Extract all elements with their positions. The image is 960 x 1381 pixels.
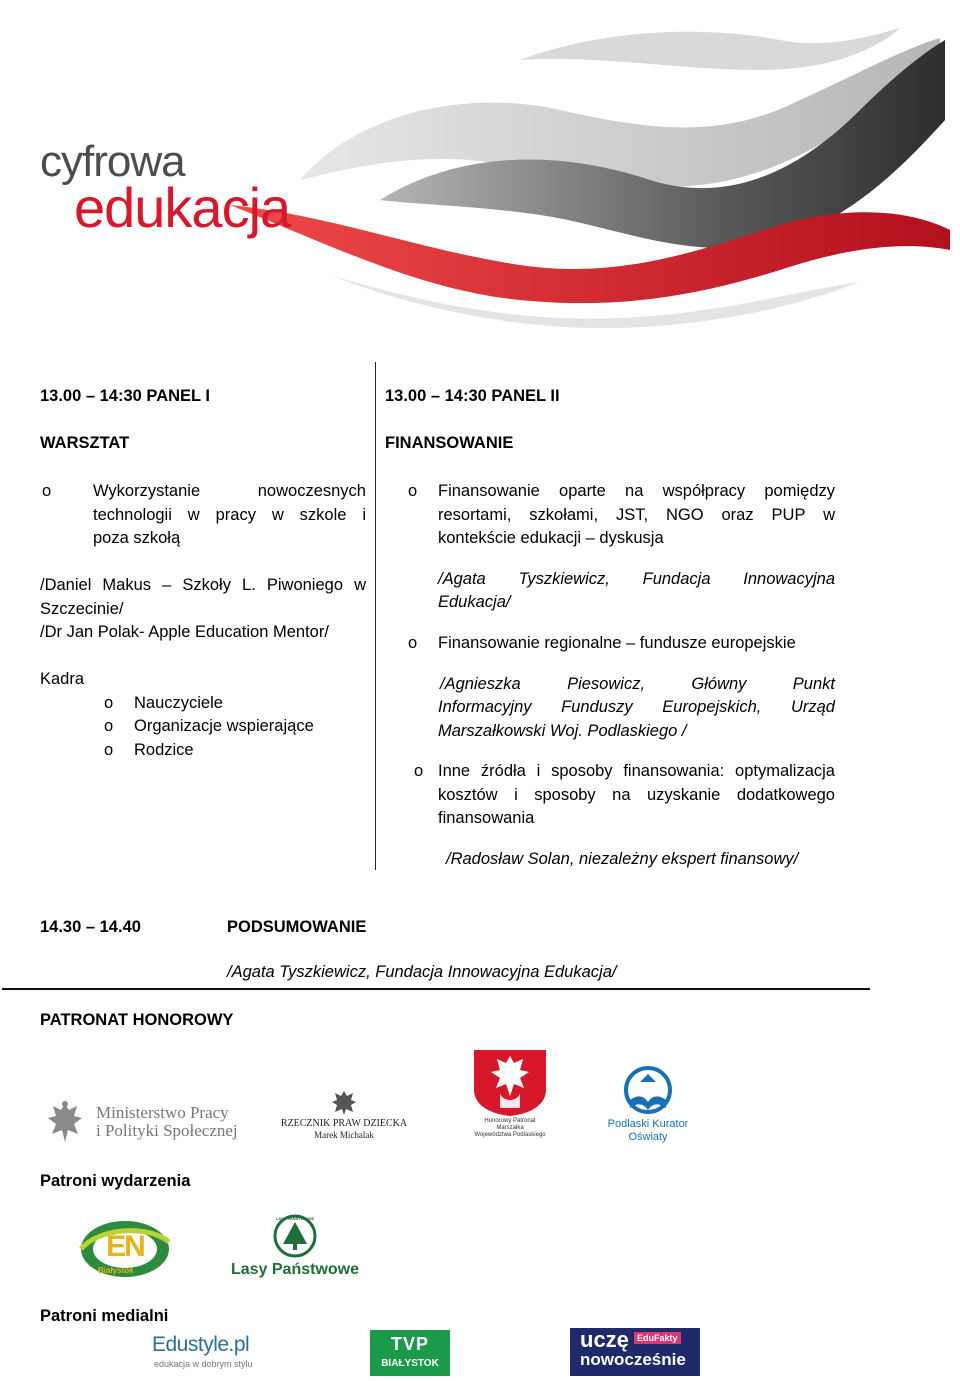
panel1-speaker1-line1: /Daniel Makus – Szkoły L. Piwoniego w: [40, 576, 366, 594]
panel1-type: WARSZTAT: [40, 434, 130, 452]
panel2-item1-line2: resortami, szkołami, JST, NGO oraz PUP w: [438, 506, 835, 524]
panel2-item3-line1: Inne źródła i sposoby finansowania: optymalizacja: [438, 762, 835, 780]
section-divider: [2, 988, 870, 990]
panel2-item1-line3: kontekście edukacji – dyskusja: [438, 529, 664, 547]
kurator-logo: [600, 1066, 696, 1148]
coat-of-arms-icon: [474, 1050, 546, 1116]
panel2-speaker2-line2: Informacyjny Funduszy Europejskich, Urząd: [438, 698, 835, 716]
en-logo: [78, 1218, 172, 1280]
panel2-speaker1-line2: Edukacja/: [438, 593, 511, 611]
patroni-wydarzenia-label: Patroni wydarzenia: [40, 1172, 191, 1190]
ucze-text: uczę: [580, 1327, 629, 1352]
panel1-speaker1-line2: Szczecinie/: [40, 600, 124, 618]
column-divider: [375, 362, 376, 870]
summary-title: PODSUMOWANIE: [227, 918, 367, 936]
summary-speaker: /Agata Tyszkiewicz, Fundacja Innowacyjna Edukacja/: [227, 963, 617, 981]
en-text: EN: [106, 1230, 144, 1263]
lasy-arc-text: LASY PAŃSTWOWE: [275, 1216, 315, 1221]
marszalek-line2: Marszałka: [496, 1125, 524, 1131]
patroni-medialni-label: Patroni medialni: [40, 1307, 169, 1325]
panel2-speaker1-line1: /Agata Tyszkiewicz, Fundacja Innowacyjna: [438, 570, 835, 588]
eagle-emblem-icon: [44, 1098, 86, 1146]
marszalek-line1: Honorowy Patronat: [484, 1118, 536, 1124]
panel1-topic-line1: Wykorzystanie nowoczesnych: [93, 482, 366, 500]
panel1-topic-line2: technologii w pracy w szkole i: [93, 506, 366, 524]
edustyle-sub: edukacja w dobrym stylu: [154, 1359, 253, 1369]
ucze-nowoczesnie-logo: [570, 1328, 700, 1376]
kadra-label: Kadra: [40, 670, 85, 688]
lasy-logo: [228, 1214, 362, 1280]
en-sub: Białystok: [98, 1266, 134, 1275]
panel2-speaker3: /Radosław Solan, niezależny ekspert finansowy/: [446, 850, 799, 868]
mpips-logo: [44, 1098, 244, 1148]
panel2-item3-line2: kosztów i sposoby na uzyskanie dodatkowego: [438, 786, 835, 804]
rpd-logo: [280, 1088, 408, 1144]
nowoczesnie-text: nowocześnie: [580, 1350, 686, 1369]
marszalek-logo: [470, 1050, 550, 1142]
mpips-line1: Ministerstwo Pracy: [96, 1103, 229, 1122]
lasy-label: Lasy Państwowe: [230, 1261, 360, 1278]
patronat-label: PATRONAT HONOROWY: [40, 1011, 234, 1029]
rpd-line2: Marek Michalak: [314, 1130, 374, 1140]
bullet-icon: o: [42, 482, 52, 500]
book-globe-icon: [618, 1066, 678, 1118]
bullet-icon: o: [104, 717, 114, 735]
edustyle-logo: [152, 1332, 262, 1372]
bullet-icon: o: [104, 741, 114, 759]
kurator-line2: Oświaty: [628, 1131, 668, 1143]
panel2-item3-line3: finansowania: [438, 809, 535, 827]
summary-time: 14.30 – 14.40: [40, 918, 141, 936]
panel2-speaker2-line3: Marszałkowski Woj. Podlaskiego /: [438, 722, 687, 740]
tvp-sub: BIAŁYSTOK: [381, 1358, 439, 1369]
panel2-item2: Finansowanie regionalne – fundusze europejskie: [438, 634, 796, 652]
logo-cyfrowa: cyfrowa: [40, 137, 185, 186]
panel1-speaker2: /Dr Jan Polak- Apple Education Mentor/: [40, 623, 329, 641]
marszalek-line3: Województwa Podlaskiego: [474, 1132, 546, 1138]
kadra-item: Rodzice: [134, 741, 194, 759]
panel2-type: FINANSOWANIE: [385, 434, 514, 452]
panel2-item1-line1: Finansowanie oparte na współpracy pomiędzy: [438, 482, 835, 500]
tvp-text: TVP: [390, 1334, 429, 1354]
header-banner: [0, 0, 960, 330]
kurator-line1: Podlaski Kurator: [607, 1118, 689, 1130]
bullet-icon: o: [414, 762, 424, 780]
panel1-topic-line3: poza szkołą: [93, 529, 181, 547]
bullet-icon: o: [104, 694, 114, 712]
rpd-line1: RZECZNIK PRAW DZIECKA: [280, 1118, 408, 1129]
bullet-icon: o: [408, 634, 418, 652]
bullet-icon: o: [408, 482, 418, 500]
panel2-speaker2-line1: /Agnieszka Piesowicz, Główny Punkt: [440, 675, 835, 693]
edufakty-badge: EduFakty: [634, 1332, 681, 1344]
edustyle-text: Edustyle.pl: [152, 1333, 250, 1356]
panel2-time: 13.00 – 14:30 PANEL II: [385, 387, 560, 405]
kadra-item: Organizacje wspierające: [134, 717, 314, 735]
mpips-line2: i Polityki Społecznej: [96, 1121, 238, 1140]
logo-edukacja: edukacja: [74, 176, 291, 239]
kadra-item: Nauczyciele: [134, 694, 223, 712]
panel1-time: 13.00 – 14:30 PANEL I: [40, 387, 210, 405]
tvp-logo: [370, 1330, 450, 1376]
eagle-emblem-icon: [331, 1088, 357, 1116]
